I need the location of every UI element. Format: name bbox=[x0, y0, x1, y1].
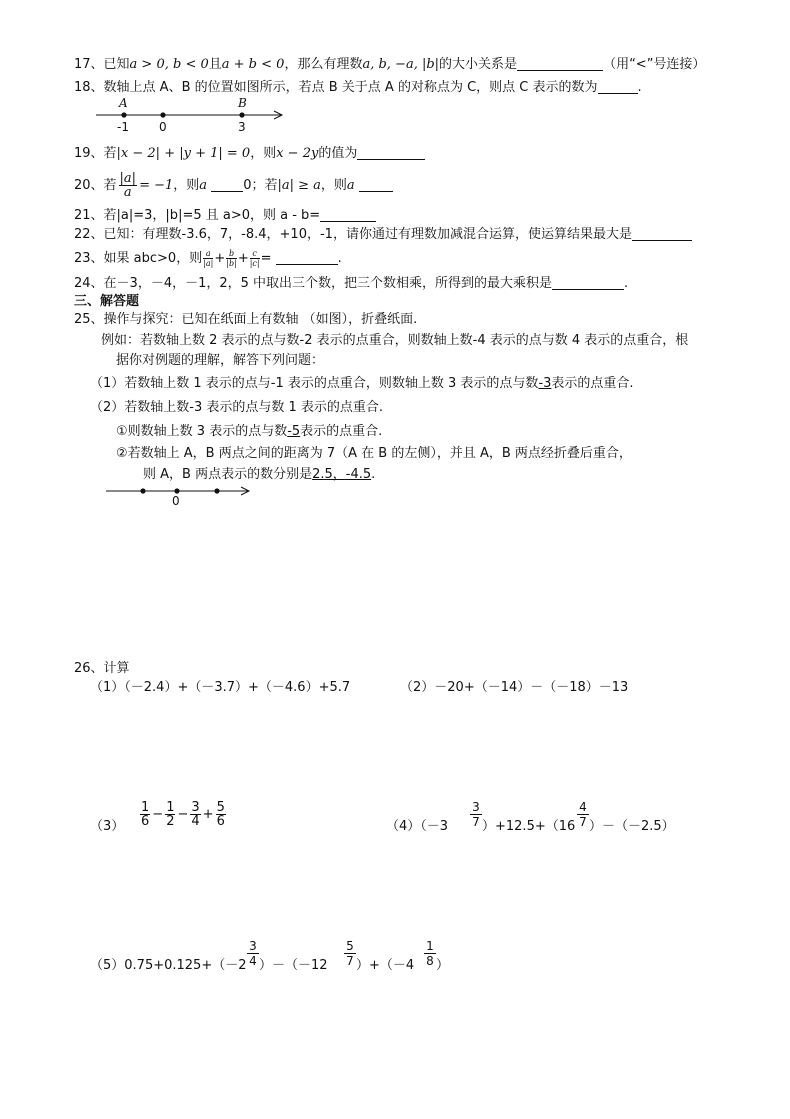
q18-tail: . bbox=[637, 80, 642, 95]
q20-mid: ，则 bbox=[173, 178, 200, 193]
q26-p3-frac-1-num: 1 bbox=[141, 800, 150, 815]
q20-mid2: ，则 bbox=[320, 178, 347, 193]
q20-var2: a bbox=[346, 178, 355, 193]
q23-frac-b-den: |b| bbox=[226, 259, 237, 268]
q18-label-a: A bbox=[119, 96, 128, 110]
q23-frac-a-den: |a| bbox=[203, 259, 214, 268]
q25-sub-2-answer: 2.5，-4.5 bbox=[312, 467, 372, 482]
q22-text: 22、已知：有理数-3.6，7，-8.4，+10，-1，请你通过有理数加减混合运算，使运算结果最大是 bbox=[74, 227, 632, 242]
q20-var1: a bbox=[199, 178, 208, 193]
q23-frac-a-num: a bbox=[203, 249, 213, 259]
q24-tail: . bbox=[624, 276, 629, 291]
q17-tail: 的大小关系是 bbox=[439, 57, 518, 72]
q26-p4-frac-1-num: 3 bbox=[470, 800, 482, 815]
q26-p4-frac-1 bbox=[470, 800, 482, 829]
q18-tick-minus1: -1 bbox=[117, 120, 129, 134]
q18-label-b: B bbox=[238, 96, 247, 110]
q25-sub-2-tail: . bbox=[371, 467, 376, 482]
q23-frac-c-num: c bbox=[250, 249, 260, 259]
q18-text: 18、数轴上点 A、B 的位置如图所示，若点 B 关于点 A 的对称点为 C，则点 C 表示的数为 bbox=[74, 80, 598, 95]
q19-expr2: x − 2y bbox=[276, 146, 319, 161]
q17-and: 且 bbox=[208, 57, 222, 72]
q25-number-line bbox=[0, 0, 790, 520]
q26-part-4-c: ）－（－2.5） bbox=[589, 819, 675, 834]
q26-p5-frac-2-den: 7 bbox=[346, 954, 354, 968]
q26-part-5-a: （5）0.75+0.125+（－2 bbox=[90, 958, 247, 973]
q17-cond2: a + b < 0 bbox=[221, 57, 285, 72]
q26-part-4-b: ）+12.5+（16 bbox=[482, 819, 576, 834]
q25-point-origin bbox=[174, 488, 179, 493]
q26-title: 26、计算 bbox=[74, 661, 130, 676]
q25-part-2-sub-2: ②若数轴上 A，B 两点之间的距离为 7（A 在 B 的左侧），并且 A，B 两点经折叠后重合， bbox=[116, 446, 632, 461]
q17-mid: ，那么有理数 bbox=[284, 57, 363, 72]
q26-p5-frac-3 bbox=[424, 939, 436, 968]
q20-frac-den: a bbox=[123, 185, 132, 200]
q24-text: 24、在－3，－4，－1，2，5 中取出三个数，把三个数相乘，所得到的最大乘积是 bbox=[74, 276, 553, 291]
q25-line-1: 25、操作与探究：已知在纸面上有数轴 （如图），折叠纸面. bbox=[74, 312, 418, 327]
q26-p3-frac-2-den: 2 bbox=[166, 814, 175, 829]
q25-part-1-answer: -3 bbox=[538, 376, 552, 391]
q26-part-5-c: ）+（－4 bbox=[356, 958, 415, 973]
q20-number: 20、若 bbox=[74, 178, 117, 193]
q26-part-4-a: （4）（－3 bbox=[386, 819, 449, 834]
q26-p3-frac-3-num: 3 bbox=[191, 800, 200, 815]
q26-part-2: （2）－20+（－14）－（－18）－13 bbox=[400, 680, 629, 695]
q26-p5-frac-1 bbox=[247, 939, 259, 968]
q26-part-3-label: （3） bbox=[90, 819, 125, 834]
q26-p3-frac-4-num: 5 bbox=[216, 800, 225, 815]
q20-eq: = −1 bbox=[139, 178, 174, 193]
q17-cond1: a > 0, b < 0 bbox=[129, 57, 209, 72]
q25-part-1-text: （1）若数轴上数 1 表示的点与-1 表示的点重合，则数轴上数 3 表示的点与数 bbox=[90, 376, 539, 391]
q17-note: （用“<”号连接） bbox=[603, 57, 706, 72]
q26-p3-frac-2-num: 1 bbox=[166, 800, 175, 815]
q26-part-3-expr bbox=[138, 801, 228, 828]
q25-line-3: 据你对例题的理解，解答下列问题： bbox=[116, 353, 325, 368]
q25-line-2: 例如：若数轴上数 2 表示的点与数-2 表示的点重合，则数轴上数-4 表示的点与数 4 表示的点重合，根 bbox=[101, 333, 689, 348]
q26-p4-frac-1-den: 7 bbox=[472, 815, 480, 829]
q26-p3-frac-3-den: 4 bbox=[191, 814, 200, 829]
q26-p5-frac-2-num: 5 bbox=[344, 939, 356, 954]
q20-frac-num: |a| bbox=[119, 171, 137, 186]
q26-p5-frac-3-den: 8 bbox=[426, 954, 434, 968]
q25-sub-1-tail: 表示的点重合. bbox=[300, 424, 383, 439]
q26-p3-frac-4-den: 6 bbox=[216, 814, 225, 829]
q25-sub-2-text: 则 A，B 两点表示的数分别是 bbox=[143, 467, 313, 482]
q20-expr2: |a| ≥ a bbox=[277, 178, 321, 193]
q26-p5-frac-3-num: 1 bbox=[424, 939, 436, 954]
q26-p4-frac-2-den: 7 bbox=[579, 815, 587, 829]
q26-p3-op-1: − bbox=[152, 807, 164, 822]
q18-tick-0: 0 bbox=[159, 120, 167, 134]
q23-frac-c-den: |c| bbox=[249, 259, 260, 268]
q17-number: 17、已知 bbox=[74, 57, 130, 72]
q26-p5-frac-2 bbox=[344, 939, 356, 968]
q23-plus-2: + bbox=[237, 251, 249, 266]
q19-number: 19、若 bbox=[74, 146, 117, 161]
q26-p3-frac-1-den: 6 bbox=[141, 814, 150, 829]
q25-sub-1-text: ①则数轴上数 3 表示的点与数 bbox=[116, 424, 288, 439]
q26-p4-frac-2 bbox=[577, 800, 589, 829]
q23-frac-b-num: b bbox=[226, 249, 237, 259]
q19-mid: ，则 bbox=[250, 146, 277, 161]
q25-part-1-tail: 表示的点重合. bbox=[551, 376, 634, 391]
q18-tick-3: 3 bbox=[238, 120, 246, 134]
q26-p3-op-3: + bbox=[202, 807, 214, 822]
q26-p3-op-2: − bbox=[177, 807, 189, 822]
q25-point-right bbox=[214, 488, 219, 493]
q23-equals: = bbox=[260, 251, 272, 266]
q23-number: 23、如果 abc>0，则 bbox=[74, 251, 203, 266]
section-3-title: 三、解答题 bbox=[74, 294, 140, 309]
q26-p4-frac-2-num: 4 bbox=[577, 800, 589, 815]
q26-p3-frac-2 bbox=[165, 801, 175, 828]
q19-tail: 的值为 bbox=[318, 146, 358, 161]
q17-numbers: a, b, −a, |b| bbox=[362, 57, 440, 72]
q23-plus-1: + bbox=[214, 251, 226, 266]
q25-tick-0: 0 bbox=[172, 494, 180, 508]
q26-part-5-b: ）－（－12 bbox=[259, 958, 328, 973]
q25-point-left bbox=[140, 488, 145, 493]
q26-part-5-d: ） bbox=[436, 958, 450, 973]
q20-after1: 0；若 bbox=[243, 178, 278, 193]
q26-p5-frac-1-den: 4 bbox=[249, 954, 257, 968]
q19-expr: |x − 2| + |y + 1| = 0 bbox=[116, 146, 251, 161]
q26-p3-frac-1 bbox=[140, 801, 150, 828]
q26-p5-frac-1-num: 3 bbox=[247, 939, 259, 954]
q25-sub-1-answer: -5 bbox=[287, 424, 301, 439]
q21-text: 21、若|a|=3，|b|=5 且 a>0，则 a - b= bbox=[74, 208, 321, 223]
q23-tail: . bbox=[337, 251, 342, 266]
q26-p3-frac-3 bbox=[190, 801, 200, 828]
q25-part-2: （2）若数轴上数-3 表示的点与数 1 表示的点重合. bbox=[90, 400, 384, 415]
q26-p3-frac-4 bbox=[216, 801, 226, 828]
q26-part-1: （1）（－2.4）+（－3.7）+（－4.6）+5.7 bbox=[90, 680, 351, 695]
